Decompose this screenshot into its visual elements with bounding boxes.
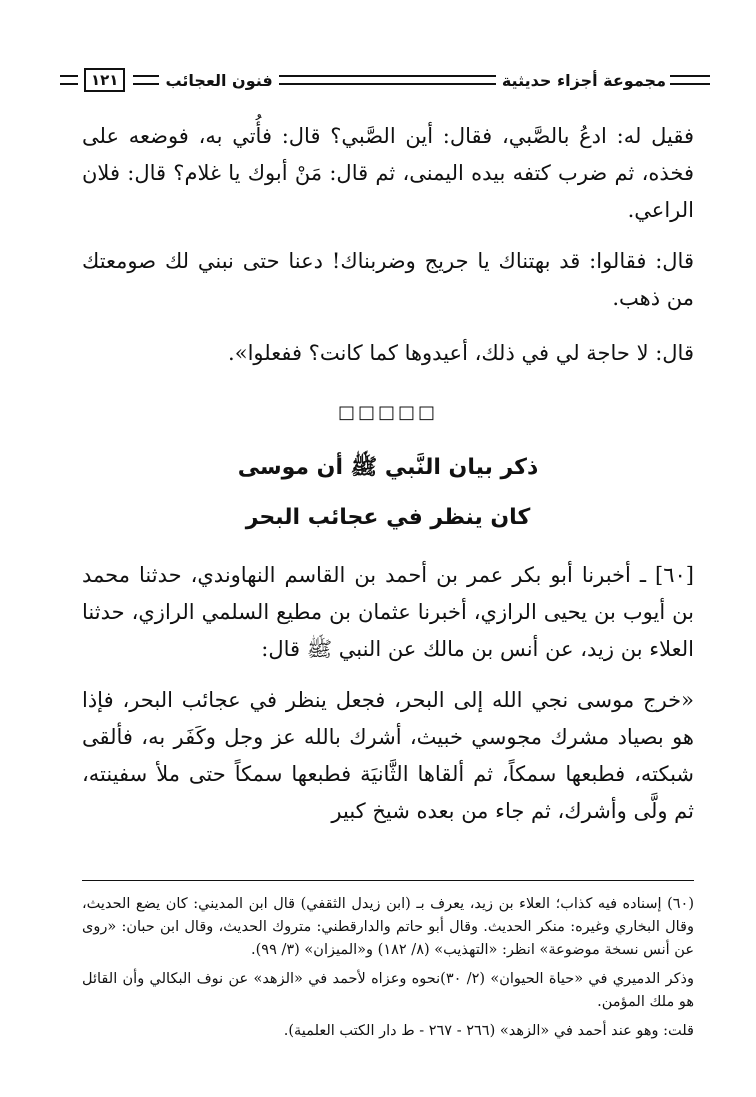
- paragraph-2: قال: فقالوا: قد بهتناك يا جريج وضربناك! دعنا حتى نبني لك صومعتك من ذهب.: [82, 249, 694, 310]
- running-header: [60, 66, 710, 94]
- footnote-ahmad: قلت: وهو عند أحمد في «الزهد» (٢٦٦ - ٢٦٧ - ط دار الكتب العلمية).: [283, 1023, 694, 1039]
- section-separator: □□□□□: [337, 402, 439, 423]
- hadith-isnad: [٦٠] ـ أخبرنا أبو بكر عمر بن أحمد بن القاسم النهاوندي، حدثنا محمد بن أيوب بن يحيى الرازي، أخبرنا عثمان بن مطيع السلمي الرازي، حدثنا العلاء بن زيد، عن أنس بن مالك عن النبي ﷺ قال:: [82, 563, 694, 661]
- footnote-60: (٦٠) إسناده فيه كذاب؛ العلاء بن زيد، يعرف بـ (ابن زيدل الثقفي) قال ابن المديني: كان يضع الحديث، وقال البخاري وغيره: منكر الحديث. وقال أبو حاتم والدارقطني: متروك الحديث، وقال ابن حبان: «روى عن أنس نسخة موضوعة» انظر: «التهذيب» (٨/ ١٨٢) و«الميزان» (٣/ ٩٩).: [82, 896, 694, 958]
- header-rule: [279, 75, 496, 85]
- footnotes: [82, 893, 694, 1043]
- hadith-matn: «خرج موسى نجي الله إلى البحر، فجعل ينظر في عجائب البحر، فإذا هو بصياد مشرك مجوسي خبيث، أشرك بالله عز وجل وكَفَر به، فألقى شبكته، فطبعها سمكاً، ثم ألقاها الثَّانيَة فطبعها سمكاً حتى ملأ سفينته، ثم ولَّى وأشرك، ثم جاء من بعده شيخ كبير: [82, 688, 694, 823]
- section-heading-line-2: كان ينظر في عجائب البحر: [245, 505, 531, 530]
- header-book-title: مجموعة أجزاء حديثية: [501, 70, 666, 90]
- page-number: ١٢١: [84, 68, 125, 92]
- section-heading-line-1: ذكر بيان النَّبي ﷺ أن موسى: [237, 455, 539, 480]
- footnote-damiri: وذكر الدميري في «حياة الحيوان» (٢/ ٣٠)نحوه وعزاه لأحمد في «الزهد» عن نوف البكالي وأن القائل هو ملك المؤمن.: [82, 971, 694, 1010]
- header-lead-rule: [670, 75, 710, 85]
- header-rule-short: [133, 75, 159, 85]
- paragraph-1: فقيل له: ادعُ بالصَّبي، فقال: أين الصَّبي؟ قال: فأُتي به، فوضعه على فخذه، ثم ضرب كتفه بيده اليمنى، ثم قال: مَنْ أبوك يا غلام؟ قال: فلان الراعي.: [82, 124, 694, 222]
- header-tail-rule: [60, 75, 78, 85]
- header-chapter-title: فنون العجائب: [165, 70, 273, 90]
- footnote-rule: [82, 880, 694, 881]
- paragraph-3: قال: لا حاجة لي في ذلك، أعيدوها كما كانت؟ ففعلوا».: [228, 341, 694, 365]
- main-text: [82, 118, 694, 830]
